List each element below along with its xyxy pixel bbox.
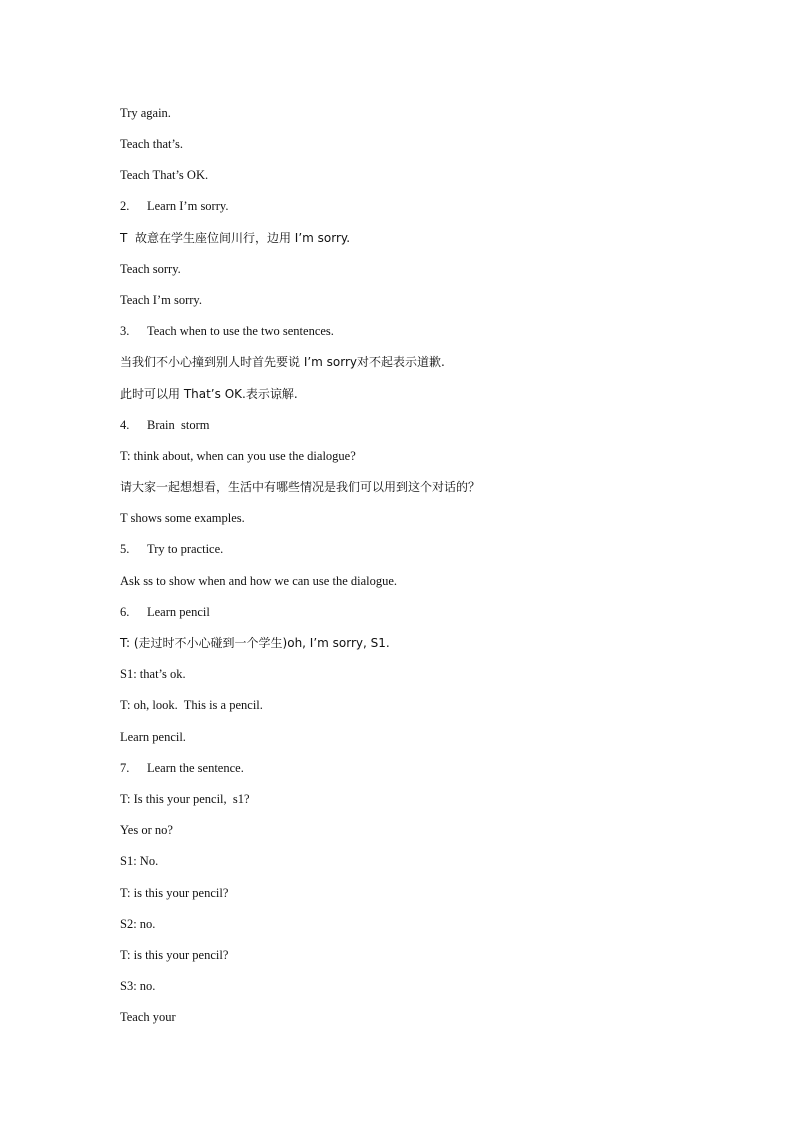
item-number: 5.: [120, 542, 130, 556]
item-text: Learn I’m sorry.: [147, 199, 229, 213]
text-line: T: is this your pencil?: [120, 886, 229, 900]
item-text: Learn pencil: [147, 605, 210, 619]
numbered-item: [120, 417, 680, 433]
numbered-item: [120, 604, 680, 620]
numbered-item: [120, 760, 680, 776]
item-number: 4.: [120, 418, 130, 432]
text-line: Teach sorry.: [120, 262, 181, 276]
item-text: Learn the sentence.: [147, 761, 244, 775]
item-text: Teach when to use the two sentences.: [147, 324, 334, 338]
numbered-item: [120, 198, 680, 214]
text-line: S2: no.: [120, 917, 156, 931]
text-line: 当我们不小心撞到别人时首先要说 I’m sorry对不起表示道歉.: [120, 355, 445, 369]
text-line: T: Is this your pencil, s1?: [120, 792, 250, 806]
text-line: T: think about, when can you use the dialogue?: [120, 449, 356, 463]
text-line: Try again.: [120, 106, 171, 120]
text-line: Ask ss to show when and how we can use the dialogue.: [120, 574, 398, 588]
text-line: 请大家一起想想看，生活中有哪些情况是我们可以用到这个对话的？: [120, 480, 481, 494]
text-line: S1: that’s ok.: [120, 667, 186, 681]
item-text: Brain storm: [147, 418, 210, 432]
numbered-item: [120, 541, 680, 557]
text-line: T 故意在学生座位间川行，边用 I’m sorry.: [120, 231, 351, 245]
text-line: Teach I’m sorry.: [120, 293, 202, 307]
text-line: S3: no.: [120, 979, 156, 993]
item-number: 3.: [120, 324, 130, 338]
text-line: Teach that’s.: [120, 137, 183, 151]
item-number: 7.: [120, 761, 130, 775]
item-text: Try to practice.: [147, 542, 224, 556]
item-number: 6.: [120, 605, 130, 619]
item-number: 2.: [120, 199, 130, 213]
text-line: S1: No.: [120, 854, 159, 868]
text-line: 此时可以用 That’s OK.表示谅解.: [120, 387, 298, 401]
text-line: Teach your: [120, 1010, 176, 1024]
text-line: Yes or no?: [120, 823, 173, 837]
text-line: T: is this your pencil?: [120, 948, 229, 962]
text-line: T shows some examples.: [120, 511, 245, 525]
text-line: Learn pencil.: [120, 730, 186, 744]
text-line: Teach That’s OK.: [120, 168, 209, 182]
numbered-item: [120, 323, 680, 339]
text-line: T: oh, look. This is a pencil.: [120, 698, 263, 712]
text-line: T: (走过时不小心碰到一个学生)oh, I’m sorry, S1.: [120, 636, 390, 650]
